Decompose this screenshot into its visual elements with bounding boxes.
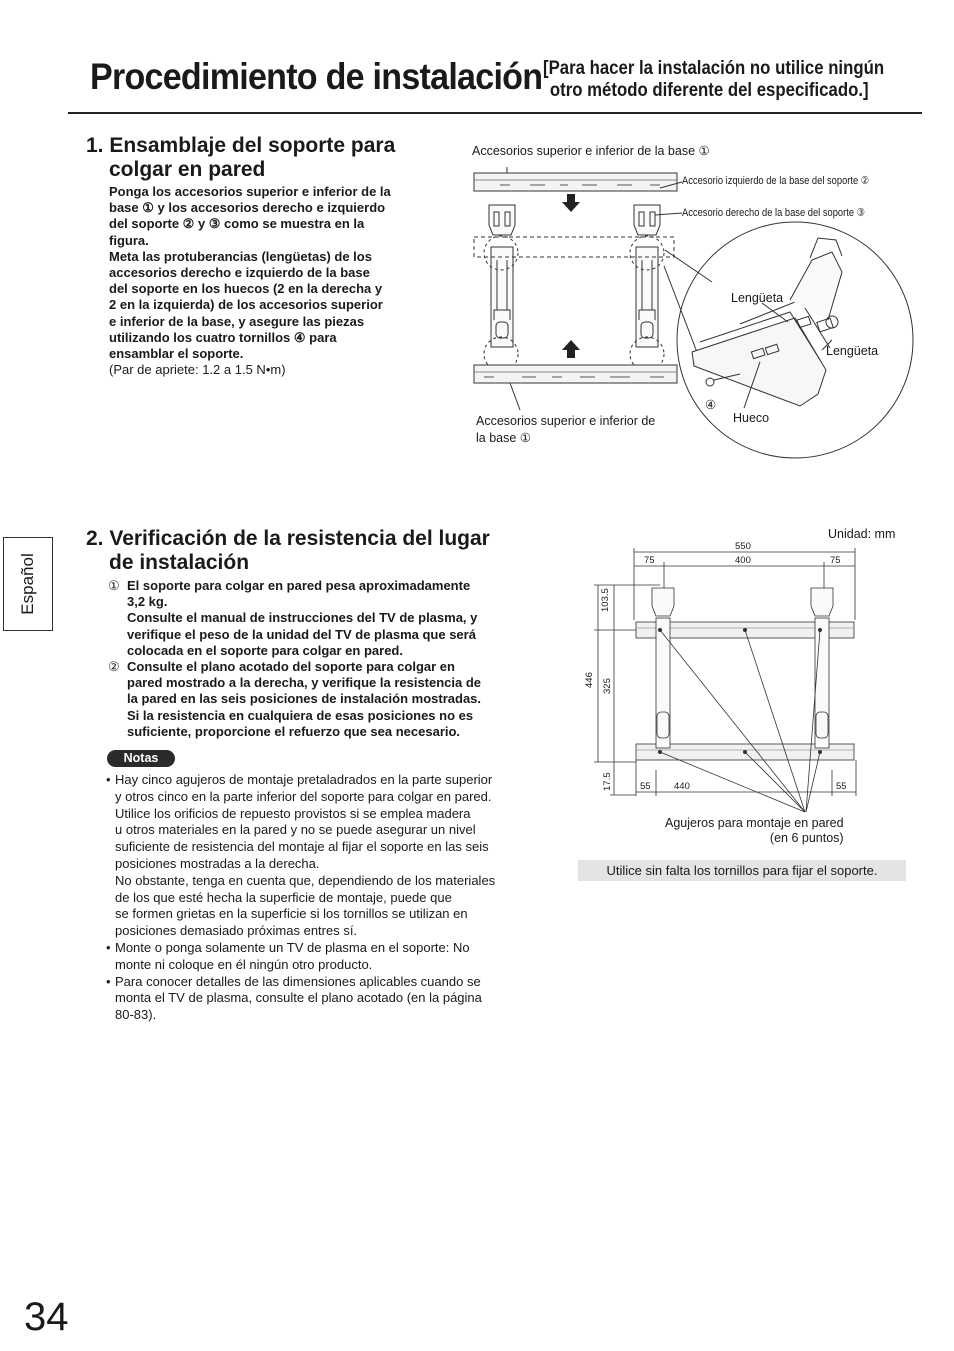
page-number: 34 bbox=[24, 1295, 69, 1339]
fig1-label-bottom: Accesorios superior e inferior de la base ① bbox=[476, 414, 656, 445]
page-title: Procedimiento de instalación bbox=[90, 56, 543, 97]
list-item: • Para conocer detalles de las dimensiones aplicables cuando se monta el TV de plasma, consulte el plano acotado (en la página 80-83). bbox=[106, 974, 546, 1024]
dim-bottom-left: 55 bbox=[640, 781, 651, 792]
page-subtitle: [Para hacer la instalación no utilice ningún otro método diferente del especificado.] bbox=[543, 57, 885, 101]
notes-badge: Notas bbox=[107, 750, 175, 767]
dim-center-span: 400 bbox=[735, 555, 751, 566]
dim-total-height: 446 bbox=[584, 672, 595, 688]
dim-mid-height: 325 bbox=[602, 678, 613, 694]
list-item: ② Consulte el plano acotado del soporte para colgar en pared mostrado a la derecha, y verifique la resistencia de la pared en las seis posiciones de instalación mostradas. Si la resistencia en cualquiera de esas posiciones no es suficiente, proporcione el refuerzo que sea necesario. bbox=[108, 659, 482, 739]
dim-bottom-height: 17.5 bbox=[602, 772, 613, 791]
dim-bottom-right: 55 bbox=[836, 781, 847, 792]
fig1-label-right-bracket: Accesorio derecho de la base del soporte ③ bbox=[682, 207, 866, 219]
dim-total-width: 550 bbox=[735, 541, 751, 552]
dim-right-bracket bbox=[815, 618, 829, 748]
list-item: ① El soporte para colgar en pared pesa aproximadamente 3,2 kg. Consulte el manual de instrucciones del TV de plasma, y verifique el peso de la unidad del TV de plasma que será colocada en el soporte para colgar en pared. bbox=[108, 578, 478, 658]
fig1-label-left-bracket: Accesorio izquierdo de la base del soporte ② bbox=[682, 175, 870, 187]
list-item: • Monte o ponga solamente un TV de plasma en el soporte: No monte ni coloque en él ningún otro producto. bbox=[106, 940, 546, 974]
language-tab: Español bbox=[3, 537, 53, 631]
screw-hint-box: Utilice sin falta los tornillos para fijar el soporte. bbox=[578, 860, 906, 881]
section1-heading: 1. Ensamblaje del soporte para colgar en pared bbox=[86, 134, 396, 181]
fig1-label-tab-2: Lengüeta bbox=[826, 344, 879, 358]
list-item: • Hay cinco agujeros de montaje pretaladrados en la parte superior y otros cinco en la parte inferior del soporte para colgar en pared. Utilice los orificios de repuesto provistos si se emplea madera u otros materiales en la pared y no se puede asegurar un nivel suficiente de resistencia del montaje al fijar el soporte en las seis posiciones mostradas a la derecha. No obstante, tenga en cuenta que, dependiendo de los materiales de los que esté hecha la superficie de montaje, puede que se formen grietas en la superficie si los tornillos se utilizan en posiciones demasiado próximas entres sí. bbox=[106, 772, 546, 940]
unit-label: Unidad: mm bbox=[828, 527, 896, 541]
section1-body: Ponga los accesorios superior e inferior de la base ① y los accesorios derecho e izquierdo del soporte ② y ③ como se muestra en la figura. Meta las protuberancias (lengüetas) de los accesorios derecho e izquierdo de la base del soporte en los huecos (2 en la derecha y 2 en la izquierda) de los accesorios superior e inferior de la base, y asegure las piezas utilizando los cuatro tornillos ④ para ensamblar el soporte. (Par de apriete: 1.2 a 1.5 N•m) bbox=[109, 184, 439, 378]
dim-right-offset: 75 bbox=[830, 555, 841, 566]
dim-top-height: 103.5 bbox=[600, 588, 611, 612]
section2-heading: 2. Verificación de la resistencia del lugar de instalación bbox=[86, 527, 490, 574]
dim-left-bracket bbox=[656, 618, 670, 748]
fig1-label-top: Accesorios superior e inferior de la base ① bbox=[472, 144, 710, 158]
dim-left-offset: 75 bbox=[644, 555, 655, 566]
fig1-label-screw: ④ bbox=[705, 398, 717, 412]
dim-bottom-span: 440 bbox=[674, 781, 690, 792]
fig2-caption: Agujeros para montaje en pared (en 6 puntos) bbox=[665, 816, 844, 845]
fig1-label-tab-1: Lengüeta bbox=[731, 291, 784, 305]
torque-note: (Par de apriete: 1.2 a 1.5 N•m) bbox=[109, 362, 286, 378]
fig1-label-hole: Hueco bbox=[733, 411, 770, 425]
